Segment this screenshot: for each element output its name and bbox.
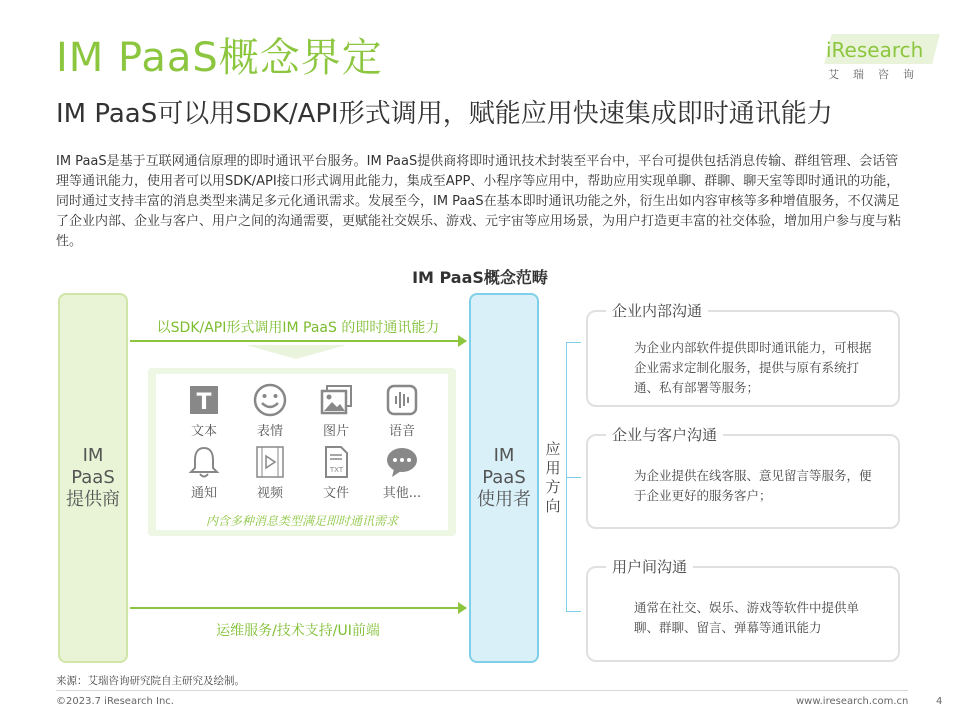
- scenario-title: 企业内部沟通: [606, 300, 708, 321]
- svg-text:T: T: [196, 390, 212, 415]
- direction-char: 方: [545, 478, 561, 496]
- type-label: 通知: [190, 486, 217, 501]
- scenario-title: 企业与客户沟通: [606, 424, 723, 445]
- provider-line: IM: [82, 445, 104, 466]
- page-title: IM PaaS概念界定: [56, 35, 383, 81]
- top-arrow-line: [130, 340, 466, 342]
- application-direction-label: [543, 440, 563, 516]
- type-image: [306, 382, 366, 439]
- bottom-arrow-line: [130, 607, 466, 609]
- type-other: [372, 444, 432, 501]
- type-file: [306, 444, 366, 501]
- message-types-inner: [156, 374, 448, 530]
- direction-char: 向: [545, 497, 561, 515]
- message-types-note: 内含多种消息类型满足即时通讯需求: [205, 514, 398, 528]
- bottom-arrow-label: 运维服务/技术支持/UI前端: [216, 623, 380, 639]
- intro-paragraph: IM PaaS是基于互联网通信原理的即时通讯平台服务。IM PaaS提供商将即时通讯技术封装至平台中，平台可提供包括消息传输、群组管理、会话管理等通讯能力，使用者可以用SDK/API接口形式调用此能力，集成至APP、小程序等应用中，帮助应用实现单聊、群聊、聊天室等即时通讯的功能，同时通过支持丰富的消息类型来满足多元化通讯需求。发展至今，IM PaaS在基本即时通讯功能之外，衍生出如内容审核等多种增值服务，不仅满足了企业内部、企业与客户、用户之间的沟通需要，更赋能社交娱乐、游戏、元宇宙等应用场景，为用户打造更丰富的社交体验，增加用户参与度与粘性。: [56, 154, 902, 249]
- text-icon: [186, 382, 222, 418]
- page-number: 4: [936, 696, 943, 707]
- user-label: [471, 445, 537, 511]
- video-icon: [252, 444, 288, 480]
- chat-bubble-icon: [384, 444, 420, 480]
- smiley-icon: [252, 382, 288, 418]
- provider-line: 提供商: [66, 489, 120, 510]
- top-arrow-label: 以SDK/API形式调用IM PaaS 的即时通讯能力: [156, 320, 440, 336]
- funnel-shape: [246, 345, 346, 359]
- user-line: PaaS: [482, 467, 526, 488]
- bottom-arrow-head: [458, 602, 467, 614]
- bell-icon: [186, 444, 222, 480]
- type-voice: [372, 382, 432, 439]
- bracket-tick: [567, 342, 581, 343]
- copyright: ©2023.7 iResearch Inc.: [56, 696, 174, 707]
- logo-word: iResearch: [826, 38, 924, 62]
- user-box: [469, 293, 539, 663]
- page-subtitle: IM PaaS可以用SDK/API形式调用，赋能应用快速集成即时通讯能力: [56, 99, 833, 129]
- scenario-title: 用户间沟通: [606, 556, 693, 577]
- user-line: IM: [493, 445, 515, 466]
- scenario-card-users: [586, 558, 900, 662]
- user-line: 使用者: [477, 489, 531, 510]
- type-label: 语音: [388, 424, 415, 439]
- scenario-desc: 为企业内部软件提供即时通讯能力，可根据企业需求定制化服务，提供与原有系统打通、私有部署等服务；: [634, 340, 872, 395]
- direction-bracket: [566, 342, 581, 612]
- image-icon: [318, 382, 354, 418]
- type-emoji: [240, 382, 300, 439]
- scenario-card-internal: [586, 302, 900, 407]
- scenario-card-customer: [586, 426, 900, 529]
- scenario-desc: 通常在社交、娱乐、游戏等软件中提供单聊、群聊、留言、弹幕等通讯能力: [634, 600, 860, 635]
- type-label: 图片: [322, 424, 349, 439]
- iresearch-logo: [820, 32, 940, 82]
- svg-text:TXT: TXT: [329, 466, 344, 474]
- source-note: 来源：艾瑞咨询研究院自主研究及绘制。: [56, 675, 245, 687]
- direction-char: 应: [545, 440, 561, 458]
- type-label: 其他...: [382, 486, 422, 501]
- scenario-desc: 为企业提供在线客服、意见留言等服务，便于企业更好的服务客户；: [634, 468, 872, 503]
- type-label: 视频: [256, 486, 283, 501]
- bracket-tick: [567, 611, 581, 612]
- file-icon: [318, 444, 354, 480]
- logo-sub: 艾瑞咨询: [828, 68, 928, 81]
- type-text: [174, 382, 234, 439]
- provider-label: [60, 445, 126, 511]
- diagram-title: IM PaaS概念范畴: [412, 268, 548, 287]
- provider-line: PaaS: [71, 467, 115, 488]
- direction-char: 用: [545, 459, 561, 477]
- website-link[interactable]: www.iresearch.com.cn: [796, 696, 909, 707]
- type-video: [240, 444, 300, 501]
- voice-icon: [384, 382, 420, 418]
- type-notification: [174, 444, 234, 501]
- type-label: 文本: [190, 424, 217, 439]
- message-types-box: [148, 368, 456, 536]
- type-label: 表情: [256, 424, 283, 439]
- provider-box: [58, 293, 128, 663]
- footer-divider: [56, 690, 908, 691]
- top-arrow-head: [458, 335, 467, 347]
- type-label: 文件: [322, 486, 349, 501]
- bracket-tick: [567, 477, 581, 478]
